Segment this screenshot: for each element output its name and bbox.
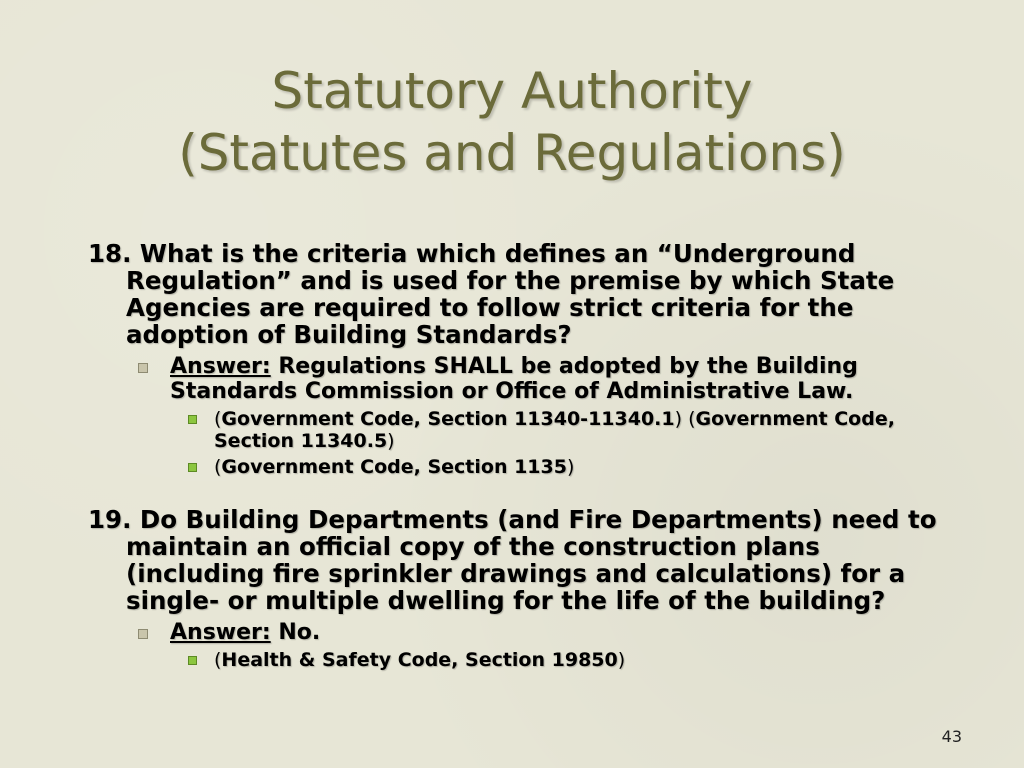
reference-text: Government Code, Section 1135	[221, 456, 567, 478]
square-bullet-icon	[188, 415, 197, 424]
answer-19	[170, 620, 948, 645]
square-bullet-icon	[188, 656, 197, 665]
reference-18-2: (Government Code, Section 1135)	[214, 456, 948, 478]
reference-text: Government Code, Section 11340.5	[214, 408, 895, 452]
answer-label: Answer:	[170, 620, 271, 645]
slide-body	[88, 240, 948, 671]
title-line-1: Statutory Authority	[271, 62, 753, 120]
question-19: 19. Do Building Departments (and Fire Departments) need to maintain an official copy of the construction plans (including fire sprinkler drawings and calculations) for a single- or multiple dwelling for the life of the building?	[88, 505, 937, 615]
question-18: 18. What is the criteria which defines an “Underground Regulation” and is used for the premise by which State Agencies are required to follow strict criteria for the adoption of Building Standards?	[88, 239, 895, 349]
answer-label: Answer:	[170, 354, 271, 379]
slide-title	[0, 60, 1024, 184]
reference-18-1: (Government Code, Section 11340-11340.1) (Government Code, Section 11340.5)	[214, 408, 948, 452]
reference-19-1: (Health & Safety Code, Section 19850)	[214, 649, 948, 671]
reference-text: Health & Safety Code, Section 19850	[221, 649, 618, 671]
answer-text: No.	[270, 620, 321, 645]
page-number: 43	[941, 727, 962, 746]
reference-text: Government Code, Section 11340-11340.1	[221, 408, 675, 430]
title-line-2: (Statutes and Regulations)	[178, 124, 846, 182]
square-bullet-icon	[138, 629, 148, 639]
answer-text: Regulations SHALL be adopted by the Building Standards Commission or Office of Administrative Law.	[170, 354, 858, 404]
square-bullet-icon	[138, 363, 148, 373]
square-bullet-icon	[188, 463, 197, 472]
answer-18	[170, 354, 948, 404]
